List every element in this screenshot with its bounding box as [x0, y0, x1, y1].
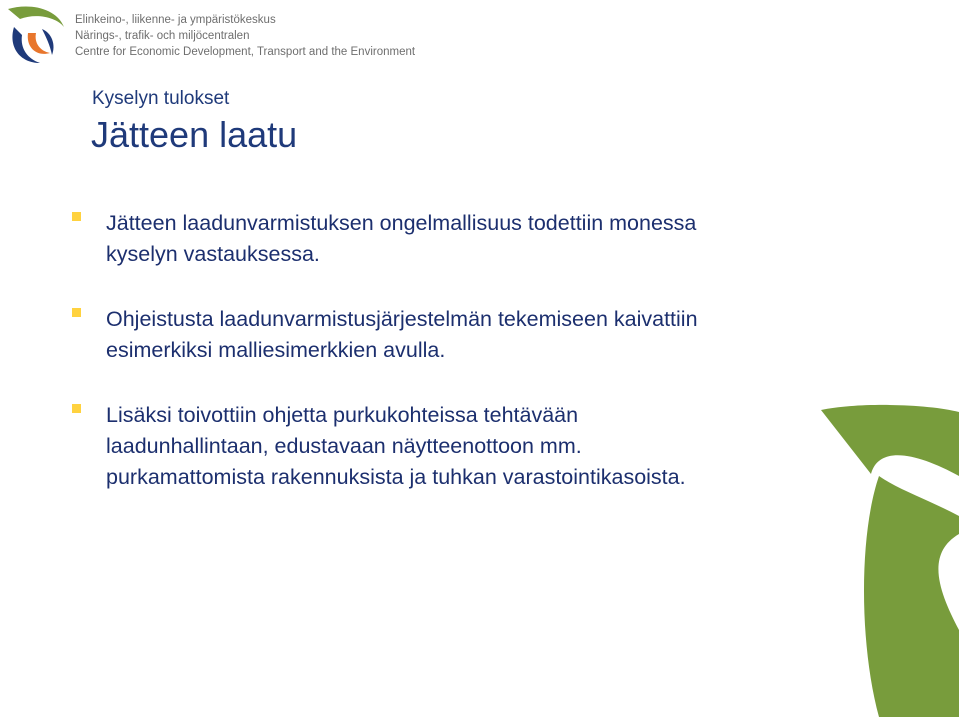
- bullet-line: esimerkiksi malliesimerkkien avulla.: [106, 338, 446, 362]
- slide-title: Jätteen laatu: [91, 114, 298, 155]
- bullet-line: Lisäksi toivottiin ohjetta purkukohteissa tehtävään: [106, 403, 579, 427]
- bullet-line: Ohjeistusta laadunvarmistusjärjestelmän tekemiseen kaivattiin: [106, 307, 698, 331]
- org-name-en: Centre for Economic Development, Transport and the Environment: [75, 46, 416, 58]
- decorative-leaf-shape: [819, 404, 959, 717]
- bullet-square-icon: [72, 212, 81, 221]
- bullet-list: [68, 208, 808, 527]
- ely-logo: [6, 3, 66, 65]
- org-name-sv: Närings-, trafik- och miljöcentralen: [75, 30, 250, 42]
- organization-names: [75, 12, 415, 60]
- bullet-item: [68, 208, 808, 270]
- slide-subtitle: Kyselyn tulokset: [92, 88, 230, 109]
- bullet-line: purkamattomista rakennuksista ja tuhkan varastointikasoista.: [106, 465, 686, 489]
- bullet-line: Jätteen laadunvarmistuksen ongelmallisuus todettiin monessa: [106, 211, 697, 235]
- bullet-square-icon: [72, 404, 81, 413]
- bullet-line: laadunhallintaan, edustavaan näytteenottoon mm.: [106, 434, 582, 458]
- bullet-item: [68, 304, 808, 366]
- deco-top-leaf: [821, 405, 959, 476]
- deco-bottom-leaf: [864, 476, 959, 717]
- logo-green-leaf: [8, 6, 64, 27]
- bullet-square-icon: [72, 308, 81, 317]
- bullet-item: [68, 400, 808, 493]
- org-name-fi: Elinkeino-, liikenne- ja ympäristökeskus: [75, 14, 276, 26]
- bullet-line: kyselyn vastauksessa.: [106, 242, 320, 266]
